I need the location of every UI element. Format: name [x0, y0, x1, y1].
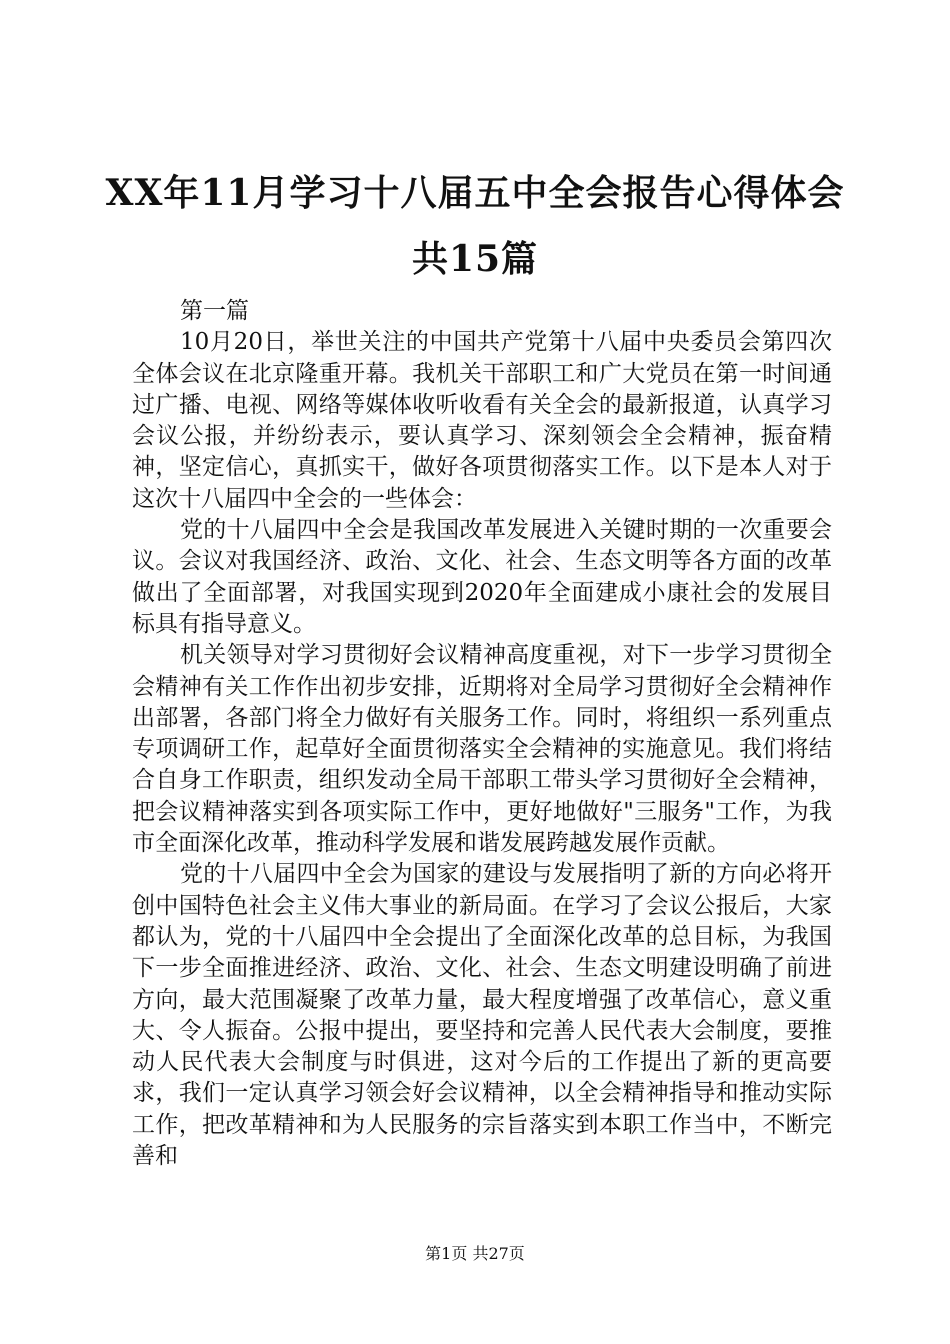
section-heading: 第一篇	[180, 298, 249, 324]
page-footer: 第1页 共27页	[425, 1244, 525, 1263]
paragraph-2: 党的十八届四中全会是我国改革发展进入关键时期的一次重要会议。会议对我国经济、政治、文化、社会、生态文明等各方面的改革做出了全面部署，对我国实现到2020年全面建成小康社会的发展目标具有指导意义。	[132, 517, 832, 637]
document-body	[132, 296, 832, 1172]
document-title: XX年11月学习十八届五中全会报告心得体会共15篇	[105, 172, 845, 280]
paragraph-3: 机关领导对学习贯彻好会议精神高度重视，对下一步学习贯彻全会精神有关工作作出初步安排，近期将对全局学习贯彻好全会精神作出部署，各部门将全力做好有关服务工作。同时，将组织一系列重点专项调研工作，起草好全面贯彻落实全会精神的实施意见。我们将结合自身工作职责，组织发动全局干部职工带头学习贯彻好全会精神，把会议精神落实到各项实际工作中，更好地做好"三服务"工作，为我市全面深化改革，推动科学发展和谐发展跨越发展作贡献。	[132, 642, 832, 857]
paragraph-1: 10月20日，举世关注的中国共产党第十八届中央委员会第四次全体会议在北京隆重开幕。我机关干部职工和广大党员在第一时间通过广播、电视、网络等媒体收听收看有关全会的最新报道，认真学习会议公报，并纷纷表示，要认真学习、深刻领会全会精神，振奋精神，坚定信心，真抓实干，做好各项贯彻落实工作。以下是本人对于这次十八届四中全会的一些体会：	[132, 329, 832, 512]
paragraph-4: 党的十八届四中全会为国家的建设与发展指明了新的方向必将开创中国特色社会主义伟大事业的新局面。在学习了会议公报后，大家都认为，党的十八届四中全会提出了全面深化改革的总目标，为我国下一步全面推进经济、政治、文化、社会、生态文明建设明确了前进方向，最大范围凝聚了改革力量，最大程度增强了改革信心，意义重大、令人振奋。公报中提出，要坚持和完善人民代表大会制度，要推动人民代表大会制度与时俱进，这对今后的工作提出了新的更高要求，我们一定认真学习领会好会议精神，以全会精神指导和推动实际工作，把改革精神和为人民服务的宗旨落实到本职工作当中，不断完善和	[132, 861, 832, 1170]
